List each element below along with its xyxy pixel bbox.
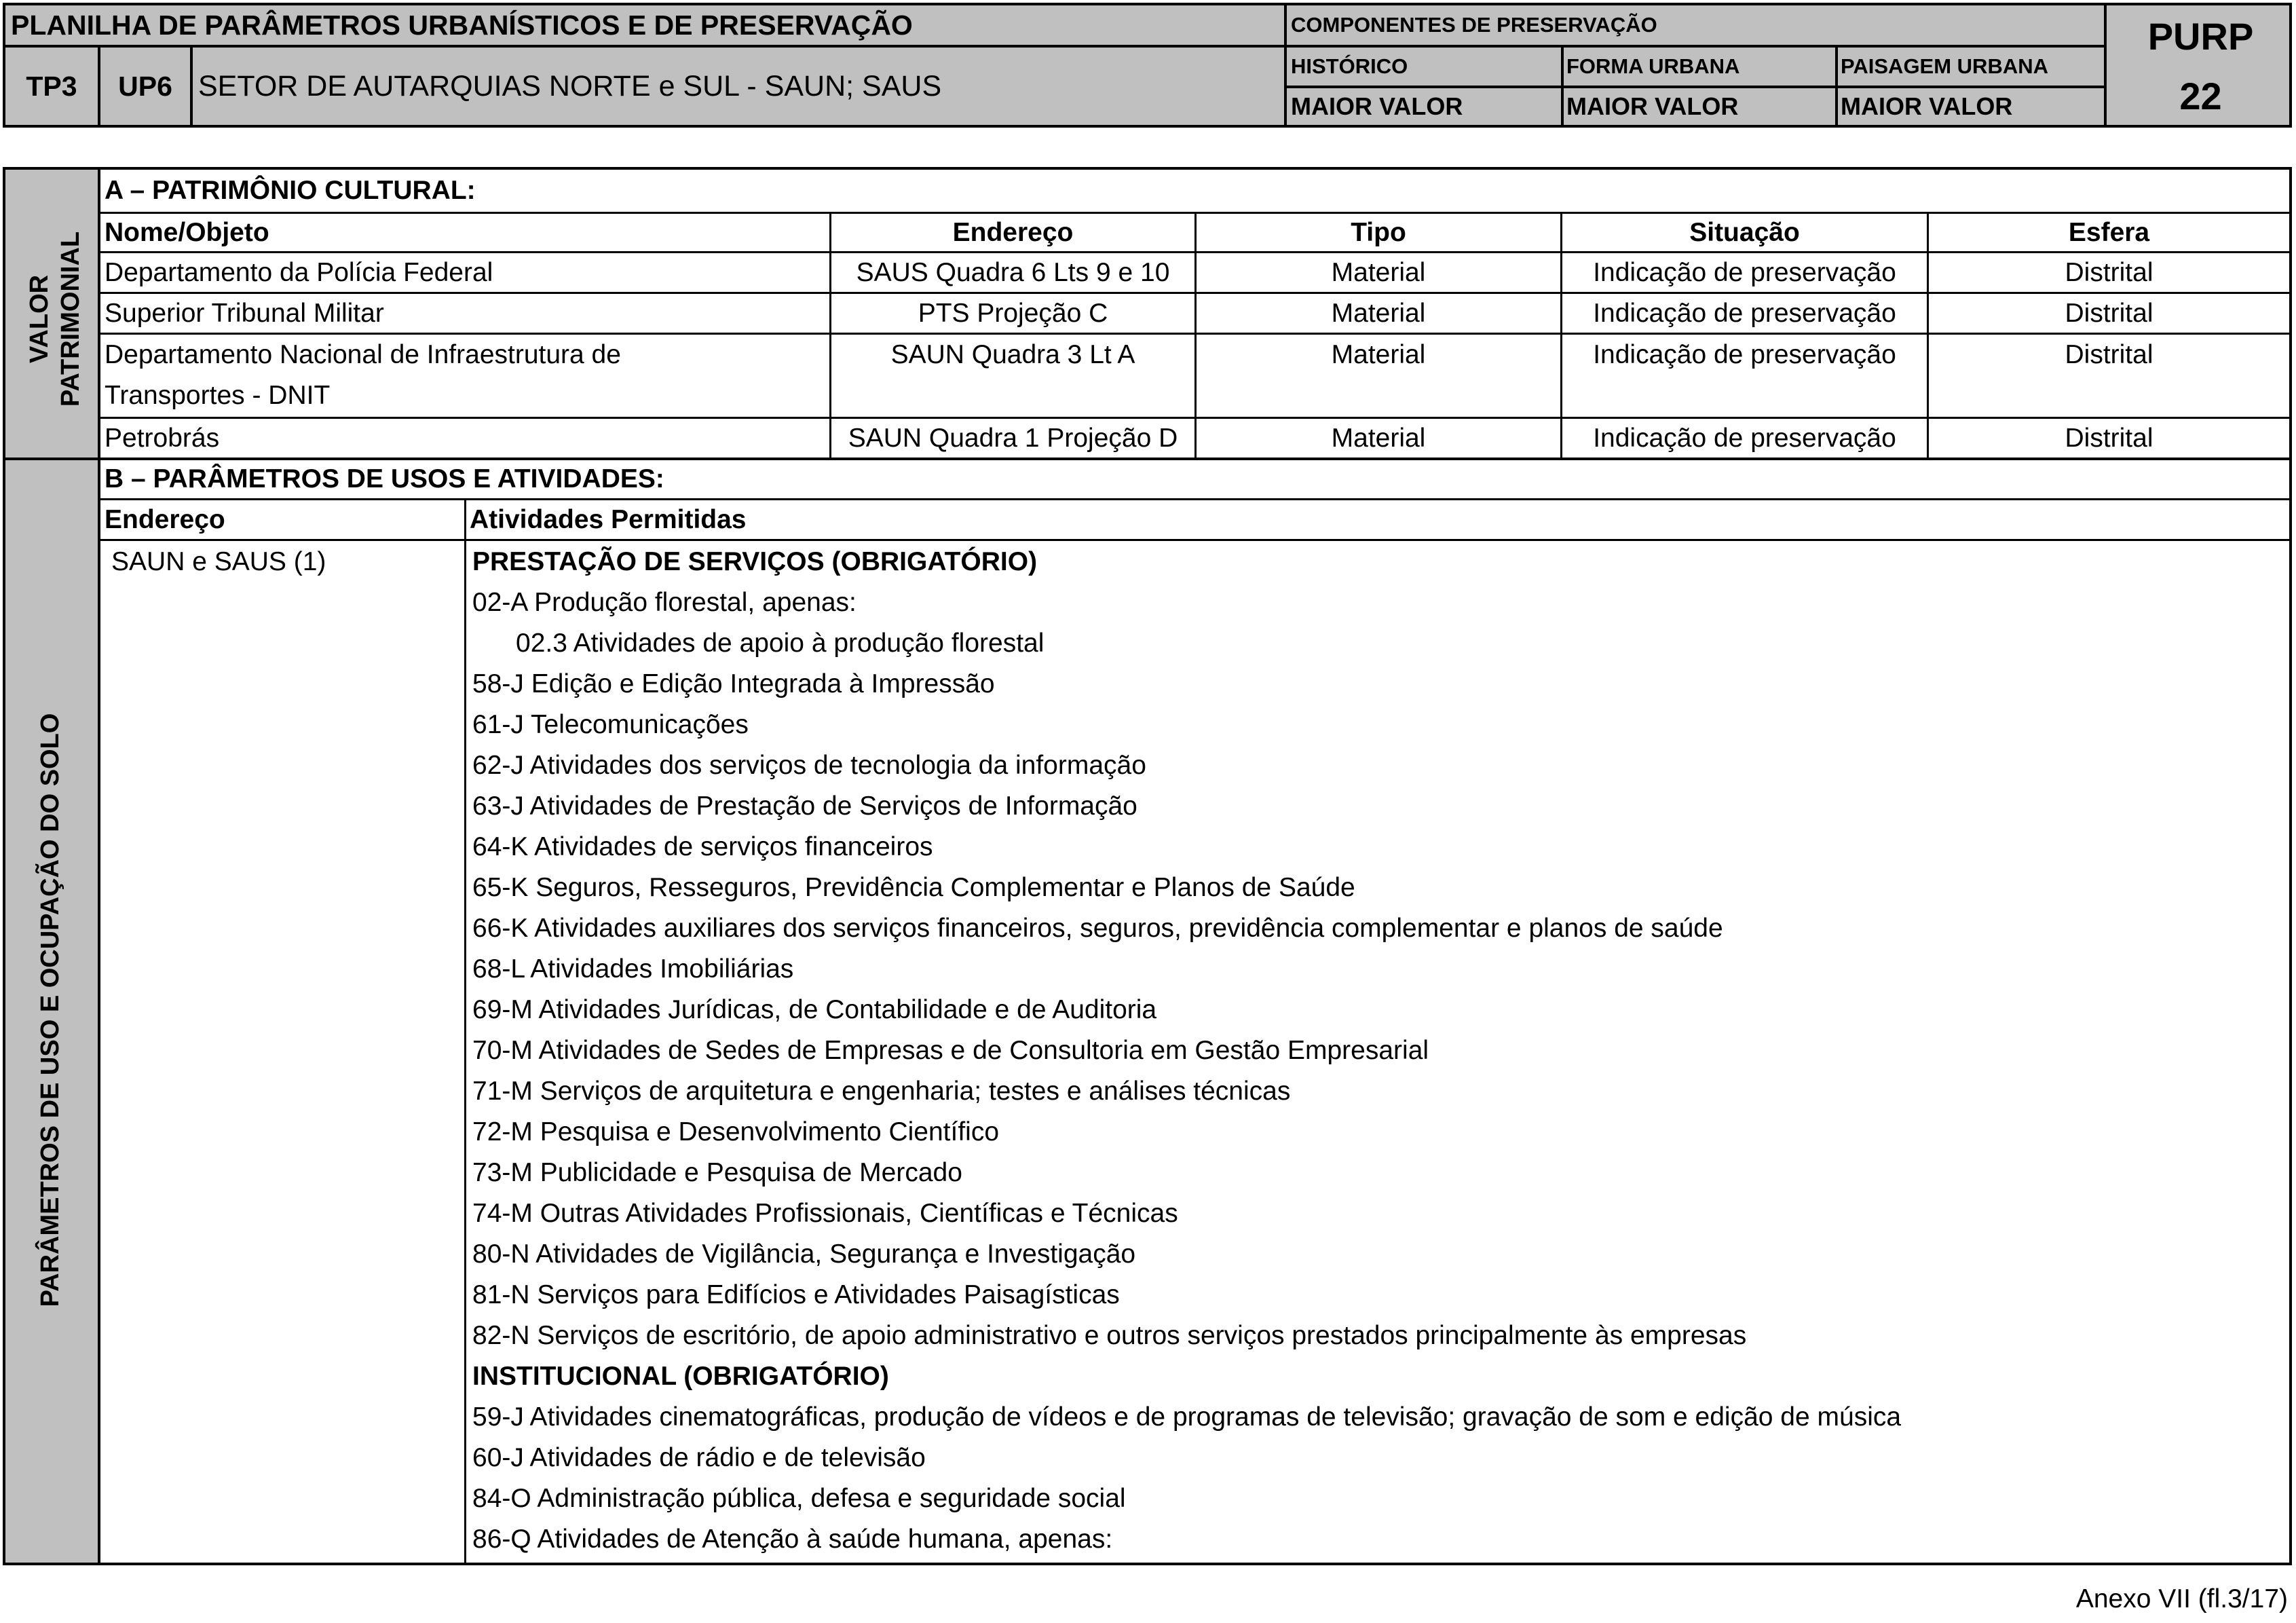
up-code: UP6: [118, 70, 172, 102]
heritage-address: SAUN Quadra 3 Lt A: [890, 340, 1135, 369]
sector-name: SETOR DE AUTARQUIAS NORTE e SUL - SAUN; SAUS: [198, 69, 942, 102]
activity-item: 65-K Seguros, Resseguros, Previdência Complementar e Planos de Saúde: [472, 873, 1355, 902]
activity-item: 62-J Atividades dos serviços de tecnologia da informação: [472, 751, 1146, 780]
component-forma-urbana-label: FORMA URBANA: [1566, 54, 1740, 78]
component-historico-label: HISTÓRICO: [1291, 54, 1408, 78]
activity-item: 60-J Atividades de rádio e de televisão: [472, 1443, 926, 1472]
page-footer: Anexo VII (fl.3/17): [2075, 1584, 2288, 1613]
col-header-status: Situação: [1689, 217, 1800, 247]
activity-item: 74-M Outras Atividades Profissionais, Científicas e Técnicas: [472, 1199, 1178, 1228]
activity-group-heading: PRESTAÇÃO DE SERVIÇOS (OBRIGATÓRIO): [472, 547, 1038, 576]
activities-list: [5, 542, 2289, 1563]
col-header-endereco: Endereço: [105, 504, 225, 534]
heritage-sphere: Distrital: [2065, 423, 2153, 453]
heritage-status: Indicação de preservação: [1593, 257, 1896, 287]
uso-ocupacao-label: PARÂMETROS DE USO E OCUPAÇÃO DO SOLO: [36, 713, 64, 1307]
activity-item: 82-N Serviços de escritório, de apoio administrativo e outros serviços prestados principalmente às empresas: [472, 1321, 1747, 1350]
activity-item: 84-O Administração pública, defesa e seguridade social: [472, 1484, 1126, 1513]
heritage-address: PTS Projeção C: [918, 298, 1108, 328]
activity-item: 66-K Atividades auxiliares dos serviços financeiros, seguros, previdência complementar e planos de saúde: [472, 914, 1723, 943]
heritage-address: SAUN Quadra 1 Projeção D: [848, 423, 1178, 453]
side-label-line1: VALOR: [25, 274, 54, 364]
activity-item: 81-N Serviços para Edifícios e Atividades Paisagísticas: [472, 1280, 1120, 1309]
heritage-sphere: Distrital: [2065, 257, 2153, 287]
activity-item: 64-K Atividades de serviços financeiros: [472, 832, 933, 861]
activity-item: 80-N Atividades de Vigilância, Segurança e Investigação: [472, 1239, 1136, 1269]
page-title: PLANILHA DE PARÂMETROS URBANÍSTICOS E DE PRESERVAÇÃO: [11, 9, 913, 41]
heritage-name: Petrobrás: [105, 423, 220, 453]
activity-item: 61-J Telecomunicações: [472, 710, 749, 739]
purp-number: 22: [2179, 74, 2222, 117]
address-value: SAUN e SAUS (1): [111, 547, 326, 576]
activity-subitem: 02.3 Atividades de apoio à produção florestal: [516, 629, 1045, 658]
col-header-type: Tipo: [1351, 217, 1406, 247]
component-paisagem-urbana-value: MAIOR VALOR: [1841, 92, 2013, 120]
heritage-status: Indicação de preservação: [1593, 298, 1896, 328]
section-a-title: A – PATRIMÔNIO CULTURAL:: [105, 176, 476, 205]
valor-patrimonial-label: [24, 175, 85, 463]
header-block: [3, 3, 2292, 128]
heritage-type: Material: [1331, 340, 1426, 369]
components-title: COMPONENTES DE PRESERVAÇÃO: [1291, 13, 1657, 37]
activity-item: 72-M Pesquisa e Desenvolvimento Científico: [472, 1117, 1000, 1146]
heritage-type: Material: [1331, 423, 1426, 453]
main-table: [3, 167, 2292, 1565]
activity-item: 71-M Serviços de arquitetura e engenharia; testes e análises técnicas: [472, 1077, 1291, 1106]
heritage-type: Material: [1331, 298, 1426, 328]
activity-item: 68-L Atividades Imobiliárias: [472, 954, 794, 984]
heritage-name-continued: Transportes - DNIT: [105, 381, 331, 410]
col-header-address: Endereço: [952, 217, 1074, 247]
heritage-sphere: Distrital: [2065, 340, 2153, 369]
section-b-title: B – PARÂMETROS DE USOS E ATIVIDADES:: [105, 464, 664, 493]
activity-item: 86-Q Atividades de Atenção à saúde humana, apenas:: [472, 1525, 1113, 1554]
component-historico-value: MAIOR VALOR: [1291, 92, 1463, 120]
heritage-status: Indicação de preservação: [1593, 423, 1896, 453]
activity-item: 70-M Atividades de Sedes de Empresas e de Consultoria em Gestão Empresarial: [472, 1036, 1429, 1065]
heritage-status: Indicação de preservação: [1593, 340, 1896, 369]
col-header-name: Nome/Objeto: [105, 217, 269, 247]
component-forma-urbana-value: MAIOR VALOR: [1566, 92, 1739, 120]
activity-item: 63-J Atividades de Prestação de Serviços de Informação: [472, 791, 1137, 821]
heritage-address: SAUS Quadra 6 Lts 9 e 10: [856, 257, 1170, 287]
component-paisagem-urbana-label: PAISAGEM URBANA: [1841, 54, 2048, 78]
heritage-name: Departamento da Polícia Federal: [105, 257, 493, 287]
col-header-sphere: Esfera: [2068, 217, 2150, 247]
tp-code: TP3: [26, 70, 77, 102]
heritage-type: Material: [1331, 257, 1426, 287]
purp-label: PURP: [2147, 14, 2254, 58]
heritage-name: Departamento Nacional de Infraestrutura de: [105, 340, 621, 369]
activity-item: 69-M Atividades Jurídicas, de Contabilidade e de Auditoria: [472, 995, 1157, 1024]
activity-item: 02-A Produção florestal, apenas:: [472, 588, 857, 617]
activity-item: 73-M Publicidade e Pesquisa de Mercado: [472, 1158, 962, 1187]
col-header-activities: Atividades Permitidas: [470, 504, 747, 534]
side-label-line2: PATRIMONIAL: [56, 231, 85, 407]
heritage-sphere: Distrital: [2065, 298, 2153, 328]
heritage-name: Superior Tribunal Militar: [105, 298, 384, 328]
activity-group-heading: INSTITUCIONAL (OBRIGATÓRIO): [472, 1362, 889, 1391]
activity-item: 59-J Atividades cinematográficas, produção de vídeos e de programas de televisão; gravação de som e edição de música: [472, 1402, 1902, 1432]
activity-item: 58-J Edição e Edição Integrada à Impressão: [472, 669, 995, 698]
